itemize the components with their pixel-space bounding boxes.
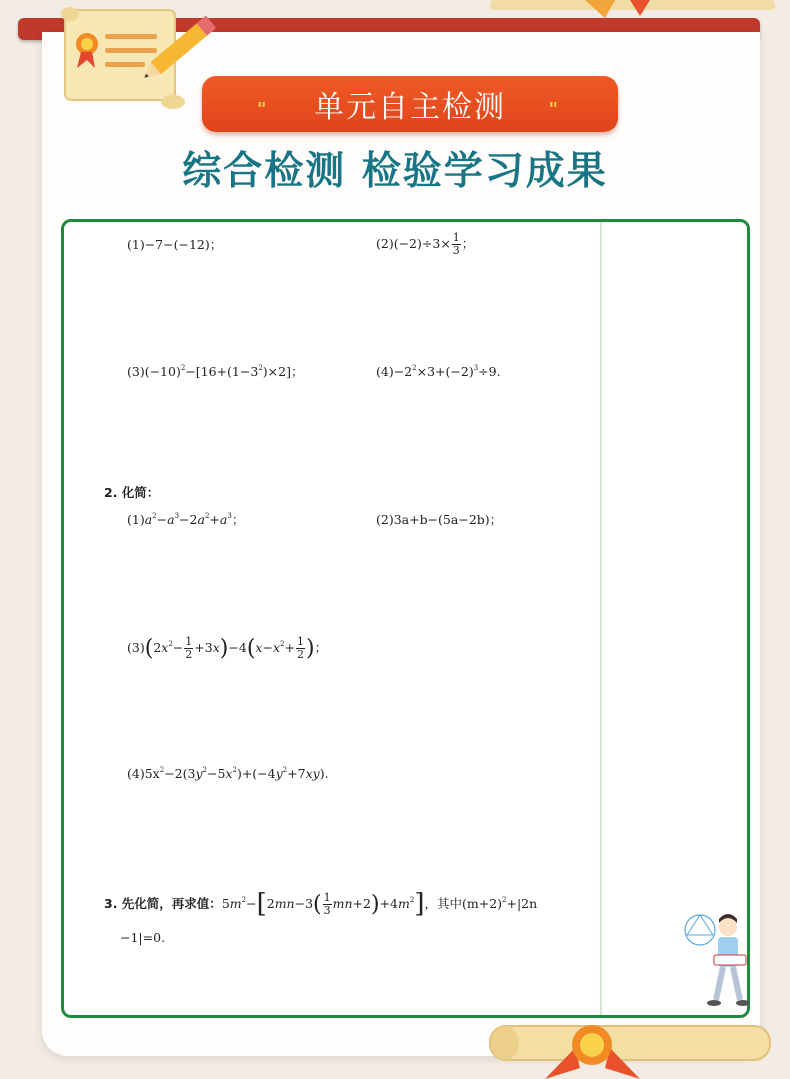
bottom-scroll-decoration bbox=[485, 1018, 775, 1079]
problem-1-3: $(3)(-10)^2-[16+(1-3^2)\times 2]$； bbox=[127, 364, 304, 379]
certificate-pencil-icon bbox=[55, 2, 225, 117]
banner-quote-left: " bbox=[257, 99, 269, 120]
margin-divider bbox=[600, 222, 602, 1015]
problem-2-1: $(1)a^2-a^3-2a^2+a^3$； bbox=[127, 512, 245, 527]
question-2-label: 2. 化简： bbox=[104, 485, 160, 500]
banner-title: 单元自主检测 bbox=[314, 90, 506, 125]
page-subtitle: 综合检测 检验学习成果 bbox=[182, 149, 608, 194]
banner-quote-right: " bbox=[548, 99, 560, 120]
section-banner bbox=[202, 76, 618, 132]
question-3: 3. 先化简，再求值：$5m^2-[2mn-3$( $\frac{1}{3}$ $mn+2)+4m^2$]，其中$(m+2)^2+|2n$ bbox=[104, 889, 538, 919]
question-3-continued: −1|=0. bbox=[120, 930, 166, 945]
problem-1-1: (1)−7−(−12)； bbox=[127, 237, 223, 252]
problem-2-2: (2)3a+b−(5a−2b)； bbox=[376, 512, 503, 527]
problem-2-3: $(3)(2x^2-$ $\frac{1}{2}$ $+3x)-4(x-x^2+$ $\frac{1}{2}$ )； bbox=[127, 635, 328, 661]
problem-1-4: $(4)-2^2\times 3+(-2)^3\div 9$. bbox=[376, 364, 501, 379]
student-cartoon-icon bbox=[678, 905, 758, 1015]
exercise-panel bbox=[61, 219, 750, 1018]
problem-1-2: (2)(−2)÷3× $\frac{1}{3}$ ； bbox=[376, 231, 475, 257]
top-ribbon-decoration bbox=[490, 0, 775, 20]
problem-2-4: $(4)5x^2-2(3y^2-5x^2)+(-4y^2+7xy)$. bbox=[127, 766, 329, 781]
